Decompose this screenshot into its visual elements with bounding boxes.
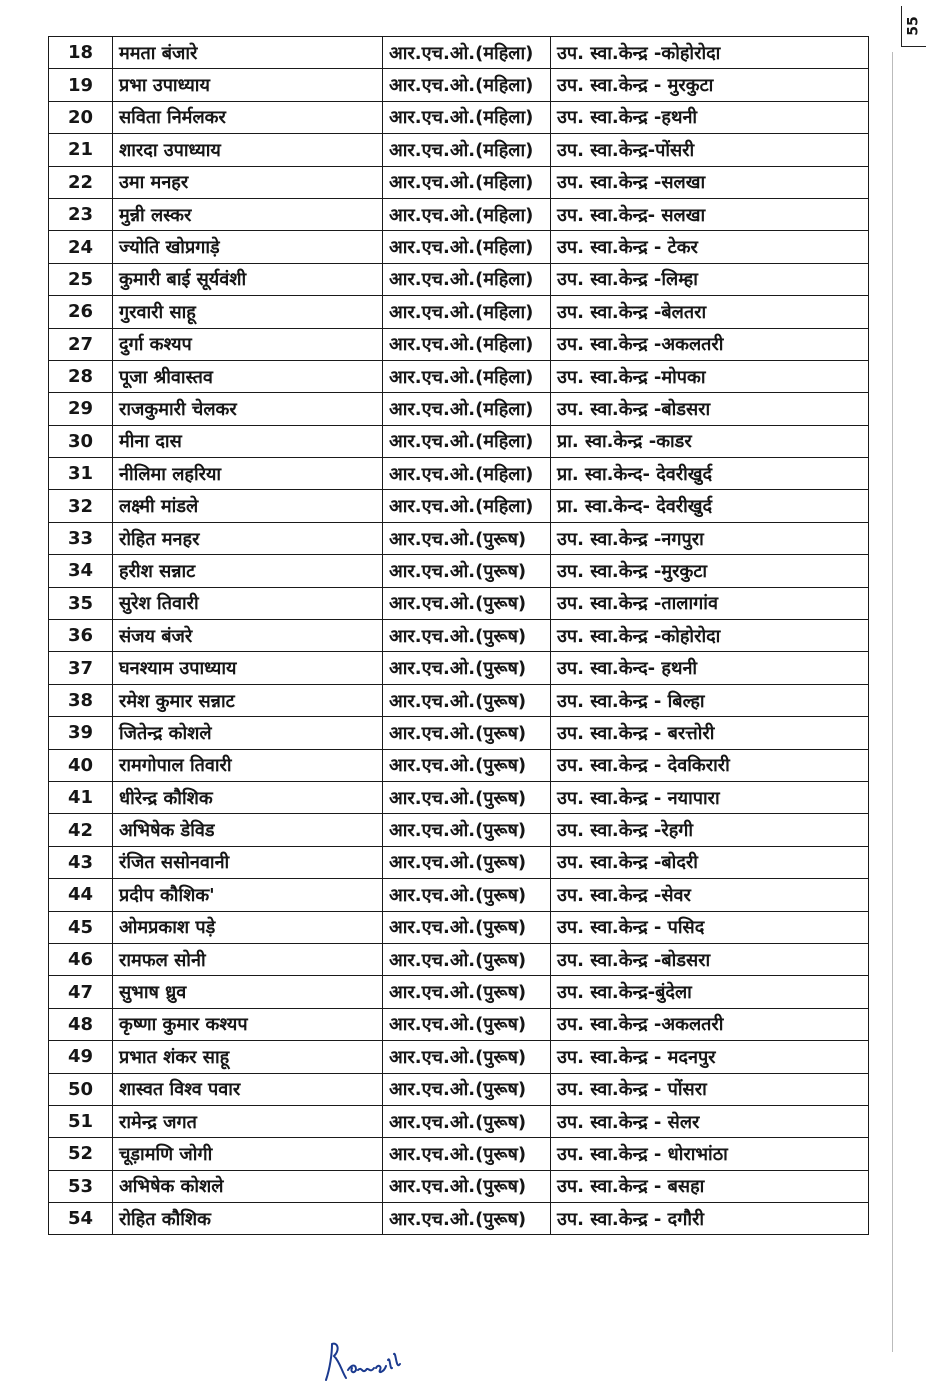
health-center-cell: उप. स्वा.केन्द्र -कोहोरोदा — [551, 620, 869, 652]
serial-number-cell: 24 — [49, 231, 113, 263]
health-center-cell: उप. स्वा.केन्द्र -लिम्हा — [551, 263, 869, 295]
table-row — [49, 231, 869, 263]
serial-number-cell: 31 — [49, 458, 113, 490]
health-center-cell: उप. स्वा.केन्द्र -मुरकुटा — [551, 555, 869, 587]
serial-number-cell: 42 — [49, 814, 113, 846]
handwritten-signature — [318, 1330, 408, 1390]
employee-name-cell: कृष्णा कुमार कश्यप — [113, 1008, 383, 1040]
serial-number-cell: 52 — [49, 1138, 113, 1170]
table-row — [49, 101, 869, 133]
employee-name-cell: रमेश कुमार सन्नाट — [113, 684, 383, 716]
serial-number-cell: 38 — [49, 684, 113, 716]
health-center-cell: उप. स्वा.केन्द्र - टेकर — [551, 231, 869, 263]
employee-name-cell: सुरेश तिवारी — [113, 587, 383, 619]
table-row — [49, 587, 869, 619]
table-row — [49, 1041, 869, 1073]
post-cell: आर.एच.ओ.(महिला) — [383, 198, 551, 230]
table-row — [49, 943, 869, 975]
table-row — [49, 1203, 869, 1235]
health-center-cell: उप. स्वा.केन्द्र -सेवर — [551, 879, 869, 911]
serial-number-cell: 49 — [49, 1041, 113, 1073]
post-cell: आर.एच.ओ.(पुरूष) — [383, 1073, 551, 1105]
employee-name-cell: रोहित मनहर — [113, 522, 383, 554]
table-row — [49, 684, 869, 716]
serial-number-cell: 41 — [49, 781, 113, 813]
serial-number-cell: 30 — [49, 425, 113, 457]
serial-number-cell: 48 — [49, 1008, 113, 1040]
serial-number-cell: 51 — [49, 1105, 113, 1137]
table-row — [49, 134, 869, 166]
employee-name-cell: धीरेन्द्र कौशिक — [113, 781, 383, 813]
table-row — [49, 37, 869, 69]
post-cell: आर.एच.ओ.(पुरूष) — [383, 814, 551, 846]
table-row — [49, 846, 869, 878]
health-center-cell: उप. स्वा.केन्द्र - पोंसरा — [551, 1073, 869, 1105]
health-center-cell: उप. स्वा.केन्द्र - देवकिरारी — [551, 749, 869, 781]
table-row — [49, 166, 869, 198]
table-row — [49, 1008, 869, 1040]
post-cell: आर.एच.ओ.(पुरूष) — [383, 976, 551, 1008]
health-center-cell: प्रा. स्वा.केन्द- देवरीखुर्द — [551, 490, 869, 522]
serial-number-cell: 23 — [49, 198, 113, 230]
health-center-cell: उप. स्वा.केन्द्र - बिल्हा — [551, 684, 869, 716]
post-cell: आर.एच.ओ.(पुरूष) — [383, 1170, 551, 1202]
post-cell: आर.एच.ओ.(पुरूष) — [383, 879, 551, 911]
serial-number-cell: 54 — [49, 1203, 113, 1235]
employee-name-cell: सविता निर्मलकर — [113, 101, 383, 133]
health-center-cell: उप. स्वा.केन्द्र -बोदरी — [551, 846, 869, 878]
post-cell: आर.एच.ओ.(पुरूष) — [383, 911, 551, 943]
table-row — [49, 328, 869, 360]
post-cell: आर.एच.ओ.(पुरूष) — [383, 1008, 551, 1040]
serial-number-cell: 35 — [49, 587, 113, 619]
table-row — [49, 781, 869, 813]
health-center-cell: उप. स्वा.केन्द्र -बोडसरा — [551, 393, 869, 425]
post-cell: आर.एच.ओ.(महिला) — [383, 425, 551, 457]
post-cell: आर.एच.ओ.(पुरूष) — [383, 943, 551, 975]
health-center-cell: उप. स्वा.केन्द्र -नगपुरा — [551, 522, 869, 554]
serial-number-cell: 40 — [49, 749, 113, 781]
health-center-cell: उप. स्वा.केन्द्र - पसिद — [551, 911, 869, 943]
employee-name-cell: मुन्नी लस्कर — [113, 198, 383, 230]
serial-number-cell: 26 — [49, 296, 113, 328]
table-row — [49, 652, 869, 684]
employee-name-cell: रंजित ससोनवानी — [113, 846, 383, 878]
employee-name-cell: संजय बंजरे — [113, 620, 383, 652]
health-center-cell: उप. स्वा.केन्द्र - बरत्तोरी — [551, 717, 869, 749]
post-cell: आर.एच.ओ.(महिला) — [383, 490, 551, 522]
employee-name-cell: अभिषेक कोशले — [113, 1170, 383, 1202]
serial-number-cell: 32 — [49, 490, 113, 522]
page-number-box — [901, 6, 926, 47]
serial-number-cell: 39 — [49, 717, 113, 749]
post-cell: आर.एच.ओ.(महिला) — [383, 69, 551, 101]
table-row — [49, 555, 869, 587]
table-row — [49, 425, 869, 457]
post-cell: आर.एच.ओ.(महिला) — [383, 101, 551, 133]
serial-number-cell: 47 — [49, 976, 113, 1008]
serial-number-cell: 28 — [49, 360, 113, 392]
employee-name-cell: हरीश सन्नाट — [113, 555, 383, 587]
health-center-cell: उप. स्वा.केन्द्र -मोपका — [551, 360, 869, 392]
health-center-cell: उप. स्वा.केन्द्र - सेलर — [551, 1105, 869, 1137]
serial-number-cell: 37 — [49, 652, 113, 684]
post-cell: आर.एच.ओ.(पुरूष) — [383, 1138, 551, 1170]
health-center-cell: उप. स्वा.केन्द्र -सलखा — [551, 166, 869, 198]
post-cell: आर.एच.ओ.(महिला) — [383, 393, 551, 425]
post-cell: आर.एच.ओ.(पुरूष) — [383, 1041, 551, 1073]
table-row — [49, 1073, 869, 1105]
serial-number-cell: 43 — [49, 846, 113, 878]
post-cell: आर.एच.ओ.(पुरूष) — [383, 652, 551, 684]
table-row — [49, 263, 869, 295]
health-center-cell: उप. स्वा.केन्द- हथनी — [551, 652, 869, 684]
post-cell: आर.एच.ओ.(पुरूष) — [383, 1105, 551, 1137]
health-center-cell: उप. स्वा.केन्द्र -तालागांव — [551, 587, 869, 619]
employee-name-cell: प्रभा उपाध्याय — [113, 69, 383, 101]
health-center-cell: उप. स्वा.केन्द्र - बसहा — [551, 1170, 869, 1202]
staff-table — [48, 36, 869, 1235]
employee-name-cell: नीलिमा लहरिया — [113, 458, 383, 490]
post-cell: आर.एच.ओ.(पुरूष) — [383, 717, 551, 749]
table-row — [49, 393, 869, 425]
table-row — [49, 360, 869, 392]
post-cell: आर.एच.ओ.(पुरूष) — [383, 749, 551, 781]
table-row — [49, 522, 869, 554]
post-cell: आर.एच.ओ.(पुरूष) — [383, 781, 551, 813]
health-center-cell: उप. स्वा.केन्द्र -हथनी — [551, 101, 869, 133]
health-center-cell: उप. स्वा.केन्द्र - दगौरी — [551, 1203, 869, 1235]
post-cell: आर.एच.ओ.(महिला) — [383, 458, 551, 490]
health-center-cell: प्रा. स्वा.केन्द- देवरीखुर्द — [551, 458, 869, 490]
table-row — [49, 717, 869, 749]
health-center-cell: उप. स्वा.केन्द्र-बुंदेला — [551, 976, 869, 1008]
employee-name-cell: कुमारी बाई सूर्यवंशी — [113, 263, 383, 295]
page-number: 55 — [905, 16, 922, 36]
serial-number-cell: 33 — [49, 522, 113, 554]
employee-name-cell: ममता बंजारे — [113, 37, 383, 69]
employee-name-cell: जितेन्द्र कोशले — [113, 717, 383, 749]
serial-number-cell: 36 — [49, 620, 113, 652]
serial-number-cell: 29 — [49, 393, 113, 425]
post-cell: आर.एच.ओ.(महिला) — [383, 134, 551, 166]
post-cell: आर.एच.ओ.(महिला) — [383, 328, 551, 360]
table-row — [49, 1138, 869, 1170]
serial-number-cell: 44 — [49, 879, 113, 911]
employee-name-cell: रामफल सोनी — [113, 943, 383, 975]
serial-number-cell: 20 — [49, 101, 113, 133]
employee-name-cell: मीना दास — [113, 425, 383, 457]
employee-name-cell: घनश्याम उपाध्याय — [113, 652, 383, 684]
serial-number-cell: 50 — [49, 1073, 113, 1105]
post-cell: आर.एच.ओ.(पुरूष) — [383, 522, 551, 554]
employee-name-cell: रोहित कौशिक — [113, 1203, 383, 1235]
post-cell: आर.एच.ओ.(पुरूष) — [383, 846, 551, 878]
health-center-cell: प्रा. स्वा.केन्द्र -काडर — [551, 425, 869, 457]
post-cell: आर.एच.ओ.(पुरूष) — [383, 1203, 551, 1235]
serial-number-cell: 34 — [49, 555, 113, 587]
post-cell: आर.एच.ओ.(महिला) — [383, 231, 551, 263]
table-row — [49, 814, 869, 846]
post-cell: आर.एच.ओ.(महिला) — [383, 360, 551, 392]
health-center-cell: उप. स्वा.केन्द्र -बोडसरा — [551, 943, 869, 975]
post-cell: आर.एच.ओ.(पुरूष) — [383, 620, 551, 652]
table-row — [49, 976, 869, 1008]
employee-name-cell: राजकुमारी चेलकर — [113, 393, 383, 425]
serial-number-cell: 25 — [49, 263, 113, 295]
serial-number-cell: 21 — [49, 134, 113, 166]
employee-name-cell: अभिषेक डेविड — [113, 814, 383, 846]
employee-name-cell: उमा मनहर — [113, 166, 383, 198]
employee-name-cell: पूजा श्रीवास्तव — [113, 360, 383, 392]
employee-name-cell: गुरवारी साहू — [113, 296, 383, 328]
serial-number-cell: 27 — [49, 328, 113, 360]
post-cell: आर.एच.ओ.(महिला) — [383, 166, 551, 198]
serial-number-cell: 53 — [49, 1170, 113, 1202]
health-center-cell: उप. स्वा.केन्द्र-पोंसरी — [551, 134, 869, 166]
health-center-cell: उप. स्वा.केन्द्र -रेहगी — [551, 814, 869, 846]
staff-table-body — [49, 37, 869, 1235]
post-cell: आर.एच.ओ.(पुरूष) — [383, 684, 551, 716]
employee-name-cell: लक्ष्मी मांडले — [113, 490, 383, 522]
employee-name-cell: प्रभात शंकर साहू — [113, 1041, 383, 1073]
serial-number-cell: 22 — [49, 166, 113, 198]
table-row — [49, 620, 869, 652]
serial-number-cell: 46 — [49, 943, 113, 975]
margin-rule — [892, 52, 893, 1352]
health-center-cell: उप. स्वा.केन्द्र -अकलतरी — [551, 1008, 869, 1040]
health-center-cell: उप. स्वा.केन्द्र -बेलतरा — [551, 296, 869, 328]
employee-name-cell: प्रदीप कौशिक' — [113, 879, 383, 911]
serial-number-cell: 45 — [49, 911, 113, 943]
health-center-cell: उप. स्वा.केन्द्र -कोहोरोदा — [551, 37, 869, 69]
employee-name-cell: ओमप्रकाश पड़े — [113, 911, 383, 943]
table-row — [49, 1170, 869, 1202]
health-center-cell: उप. स्वा.केन्द्र - मुरकुटा — [551, 69, 869, 101]
employee-name-cell: शास्वत विश्व पवार — [113, 1073, 383, 1105]
employee-name-cell: रामगोपाल तिवारी — [113, 749, 383, 781]
employee-name-cell: ज्योति खोप्रगाड़े — [113, 231, 383, 263]
health-center-cell: उप. स्वा.केन्द्र- सलखा — [551, 198, 869, 230]
post-cell: आर.एच.ओ.(महिला) — [383, 37, 551, 69]
table-row — [49, 490, 869, 522]
table-row — [49, 198, 869, 230]
employee-name-cell: रामेन्द्र जगत — [113, 1105, 383, 1137]
serial-number-cell: 19 — [49, 69, 113, 101]
employee-name-cell: सुभाष ध्रुव — [113, 976, 383, 1008]
health-center-cell: उप. स्वा.केन्द्र - नयापारा — [551, 781, 869, 813]
table-row — [49, 911, 869, 943]
health-center-cell: उप. स्वा.केन्द्र - धोराभांठा — [551, 1138, 869, 1170]
employee-name-cell: दुर्गा कश्यप — [113, 328, 383, 360]
serial-number-cell: 18 — [49, 37, 113, 69]
health-center-cell: उप. स्वा.केन्द्र - मदनपुर — [551, 1041, 869, 1073]
post-cell: आर.एच.ओ.(महिला) — [383, 263, 551, 295]
post-cell: आर.एच.ओ.(पुरूष) — [383, 555, 551, 587]
table-row — [49, 69, 869, 101]
table-row — [49, 296, 869, 328]
employee-name-cell: शारदा उपाध्याय — [113, 134, 383, 166]
employee-name-cell: चूड़ामणि जोगी — [113, 1138, 383, 1170]
table-row — [49, 879, 869, 911]
post-cell: आर.एच.ओ.(महिला) — [383, 296, 551, 328]
table-row — [49, 1105, 869, 1137]
health-center-cell: उप. स्वा.केन्द्र -अकलतरी — [551, 328, 869, 360]
table-row — [49, 749, 869, 781]
table-row — [49, 458, 869, 490]
post-cell: आर.एच.ओ.(पुरूष) — [383, 587, 551, 619]
